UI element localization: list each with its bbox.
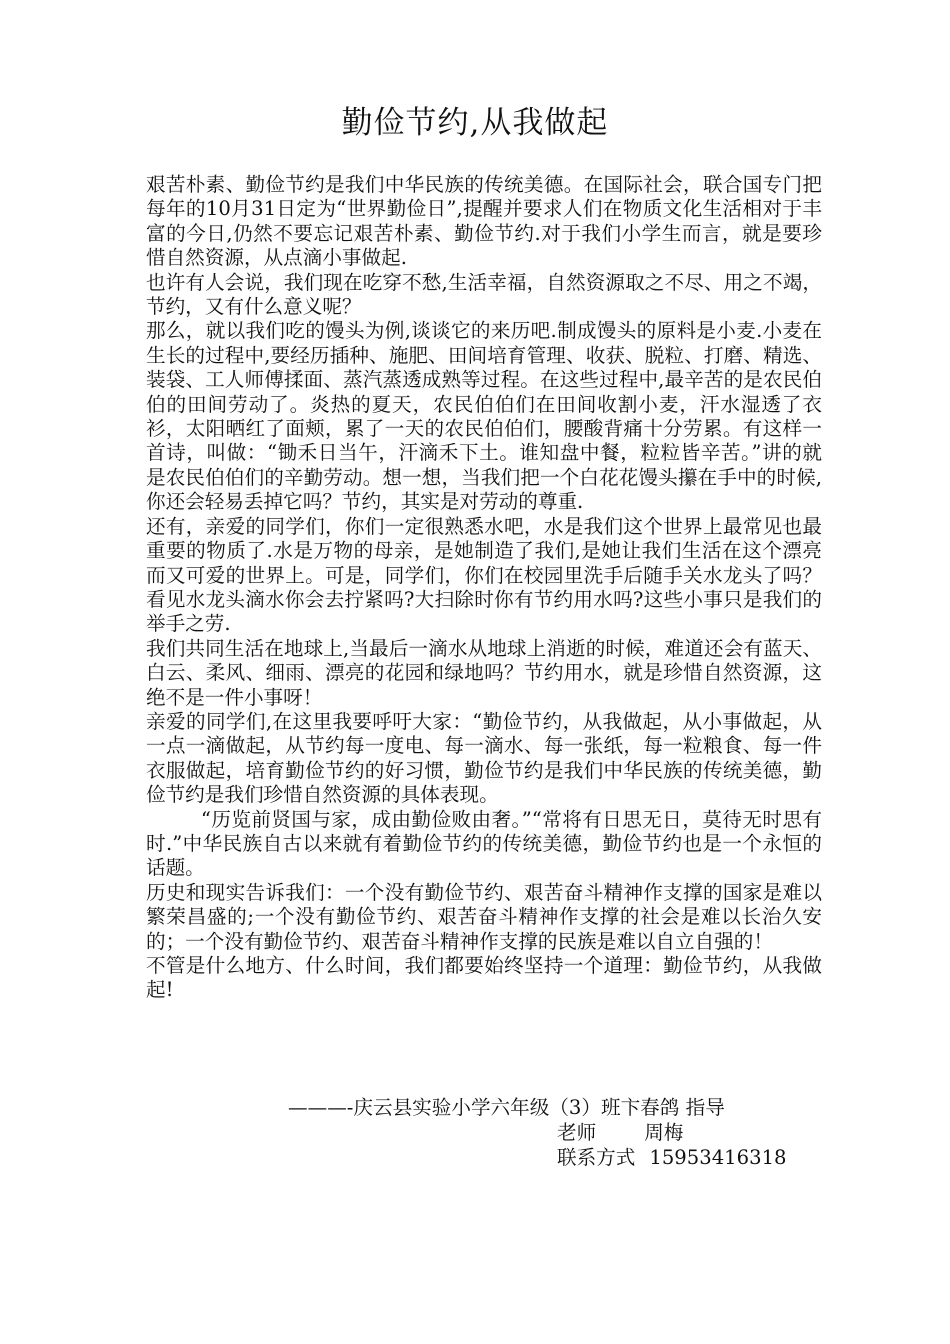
teacher-line bbox=[557, 1121, 683, 1145]
paragraph-conclusion: 不管是什么地方、什么时间，我们都要始终坚持一个道理：勤俭节约，从我做起! bbox=[146, 954, 822, 1002]
paragraph-quote: “历览前贤国与家，成由勤俭败由奢。”“常将有日思无日，莫待无时思有时.”中华民族自古以来就有着勤俭节约的传统美德，勤俭节约也是一个永恒的话题。 bbox=[146, 807, 822, 880]
document-body bbox=[146, 173, 822, 1003]
contact-line bbox=[557, 1146, 787, 1170]
contact-label: 联系方式 bbox=[557, 1146, 636, 1169]
paragraph-question: 也许有人会说，我们现在吃穿不愁,生活幸福，自然资源取之不尽、用之不竭，节约，又有什么意义呢？ bbox=[146, 270, 822, 319]
paragraph-history: 历史和现实告诉我们：一个没有勤俭节约、艰苦奋斗精神作支撑的国家是难以繁荣昌盛的;一个没有勤俭节约、艰苦奋斗精神作支撑的社会是难以长治久安的；一个没有勤俭节约、艰苦奋斗精神作支撑的民族是难以自立自强的！ bbox=[146, 880, 822, 953]
paragraph-appeal: 亲爱的同学们,在这里我要呼吁大家：“勤俭节约，从我做起，从小事做起，从一点一滴做起，从节约每一度电、每一滴水、每一张纸，每一粒粮食、每一件衣服做起，培育勤俭节约的好习惯，勤俭节约是我们中华民族的传统美德，勤俭节约是我们珍惜自然资源的具体表现。 bbox=[146, 709, 822, 807]
paragraph-water: 还有，亲爱的同学们，你们一定很熟悉水吧，水是我们这个世界上最常见也最重要的物质了.水是万物的母亲，是她制造了我们,是她让我们生活在这个漂亮而又可爱的世界上。可是，同学们，你们在校园里洗手后随手关水龙头了吗？看见水龙头滴水你会去拧紧吗?大扫除时你有节约用水吗?这些小事只是我们的举手之劳. bbox=[146, 514, 822, 636]
teacher-label: 老师 bbox=[557, 1121, 597, 1144]
teacher-name: 周梅 bbox=[644, 1121, 684, 1144]
paragraph-intro: 艰苦朴素、勤俭节约是我们中华民族的传统美德。在国际社会，联合国专门把每年的10月31日定为“世界勤俭日”,提醒并要求人们在物质文化生活相对于丰富的今日,仍然不要忘记艰苦朴素、勤俭节约.对于我们小学生而言，就是要珍惜自然资源，从点滴小事做起. bbox=[146, 173, 822, 270]
document-title: 勤俭节约,从我做起 bbox=[341, 105, 609, 141]
contact-phone: 15953416318 bbox=[649, 1146, 787, 1169]
author-line: ———-庆云县实验小学六年级（3）班卞春鸽 指导 bbox=[288, 1096, 725, 1119]
paragraph-earth: 我们共同生活在地球上,当最后一滴水从地球上消逝的时候，难道还会有蓝天、白云、柔风、细雨、漂亮的花园和绿地吗？节约用水，就是珍惜自然资源，这绝不是一件小事呀！ bbox=[146, 636, 822, 709]
paragraph-mantou: 那么，就以我们吃的馒头为例,谈谈它的来历吧.制成馒头的原料是小麦.小麦在生长的过程中,要经历插种、施肥、田间培育管理、收获、脱粒、打磨、精选、装袋、工人师傅揉面、蒸汽蒸透成熟等过程。在这些过程中,最辛苦的是农民伯伯的田间劳动了。炎热的夏天，农民伯伯们在田间收割小麦，汗水湿透了衣衫，太阳晒红了面颊，累了一天的农民伯伯们，腰酸背痛十分劳累。有这样一首诗，叫做：“锄禾日当午，汗滴禾下土。谁知盘中餐，粒粒皆辛苦。”讲的就是农民伯伯们的辛勤劳动。想一想，当我们把一个白花花馒头攥在手中的时候,你还会轻易丢掉它吗？节约，其实是对劳动的尊重. bbox=[146, 319, 822, 514]
